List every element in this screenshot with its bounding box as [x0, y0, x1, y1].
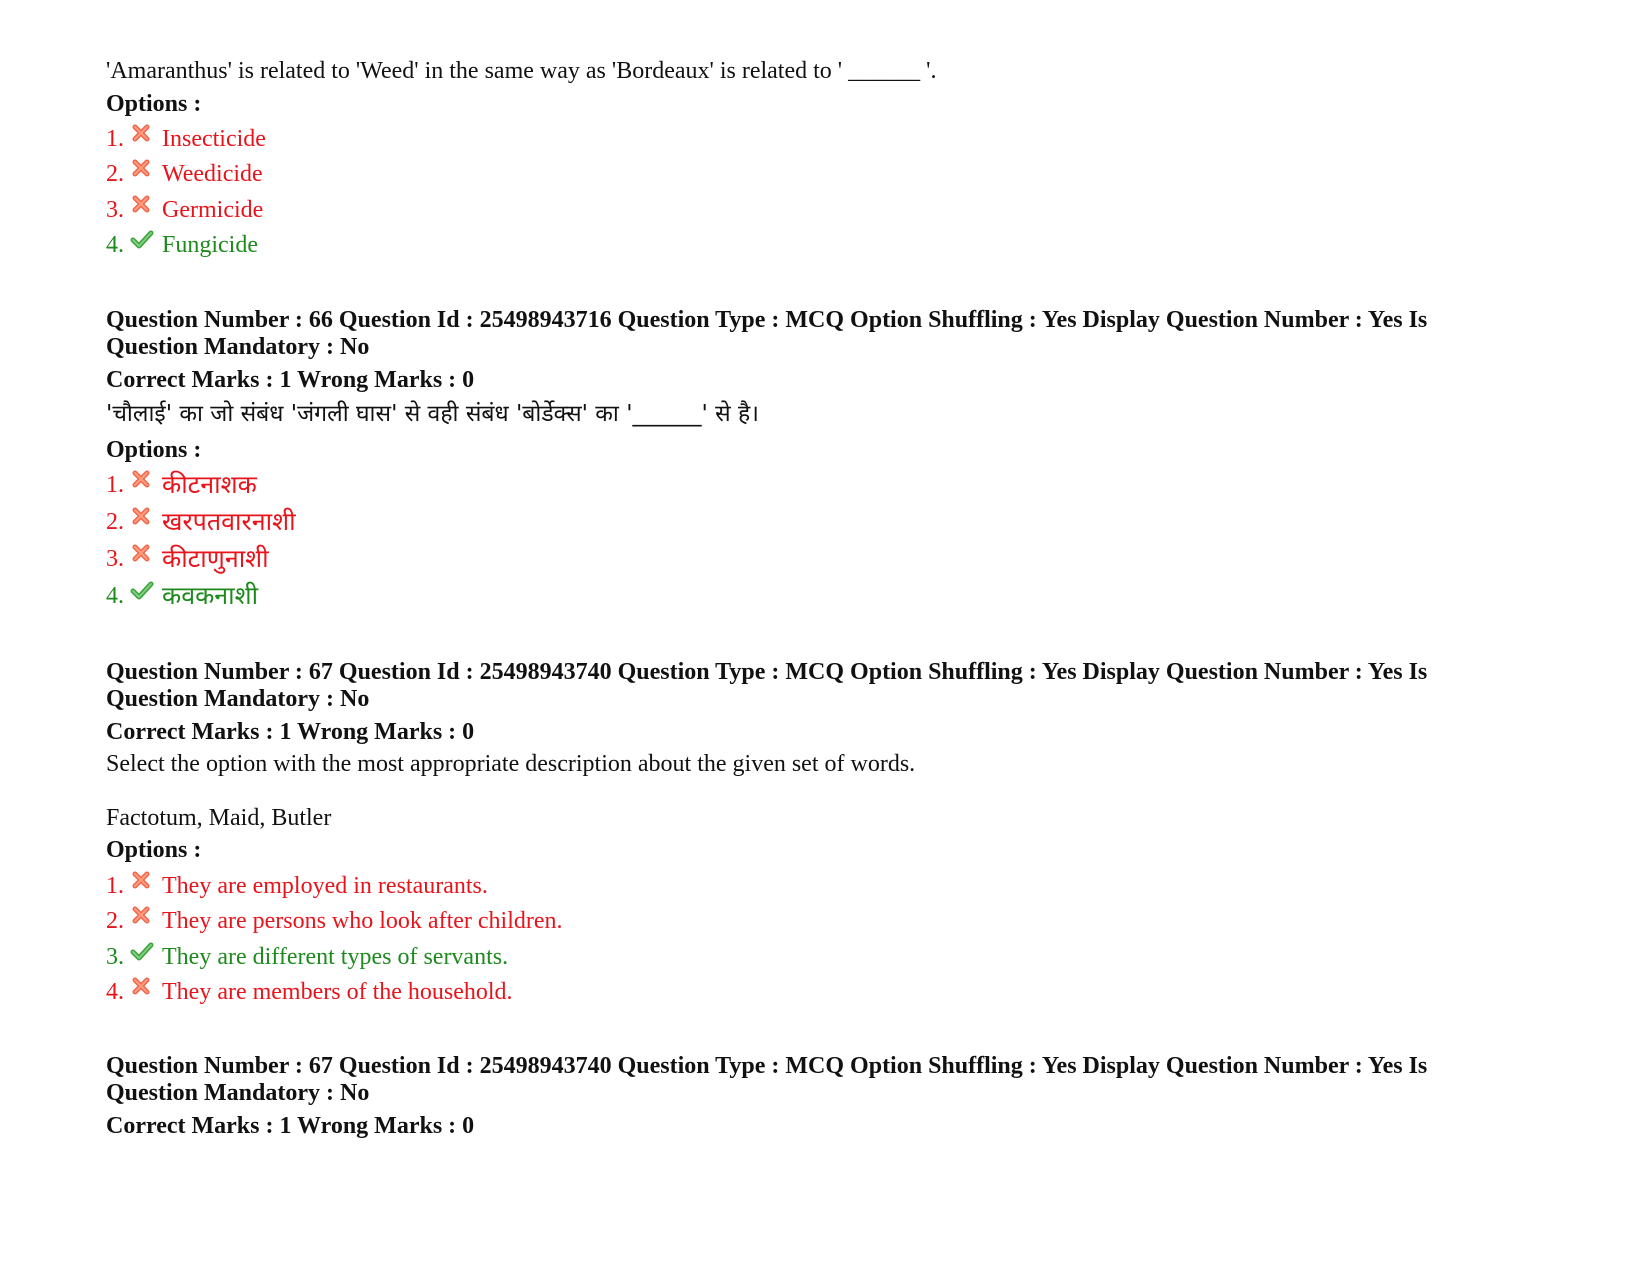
option-65-4 [106, 231, 258, 259]
question-67-marks: Correct Marks : 1 Wrong Marks : 0 [106, 719, 475, 745]
option-number: 1. [106, 472, 124, 498]
check-icon [130, 579, 152, 601]
option-text: Fungicide [162, 232, 258, 258]
option-text: कीटनाशक [162, 470, 257, 499]
option-text: Weedicide [162, 161, 263, 187]
question-67-text: Select the option with the most appropriate description about the given set of words. [106, 751, 916, 777]
question-67b-marks: Correct Marks : 1 Wrong Marks : 0 [106, 1113, 475, 1139]
option-number: 3. [106, 546, 124, 572]
option-text: They are different types of servants. [162, 944, 509, 970]
cross-icon [130, 904, 152, 926]
cross-icon [130, 542, 152, 564]
question-66-marks: Correct Marks : 1 Wrong Marks : 0 [106, 367, 475, 393]
cross-icon [130, 193, 152, 215]
option-67-1 [106, 872, 488, 900]
option-number: 2. [106, 161, 124, 187]
check-icon [130, 228, 152, 250]
option-67-2 [106, 907, 563, 935]
option-number: 3. [106, 944, 124, 970]
options-label: Options : [106, 91, 202, 117]
option-text: कीटाणुनाशी [162, 544, 269, 573]
cross-icon [130, 505, 152, 527]
question-67b-header-line2: Question Mandatory : No [106, 1080, 370, 1106]
option-66-1 [106, 471, 257, 499]
option-number: 4. [106, 583, 124, 609]
option-text: Insecticide [162, 126, 266, 152]
check-icon [130, 940, 152, 962]
options-label: Options : [106, 837, 202, 863]
option-67-4 [106, 978, 513, 1006]
cross-icon [130, 468, 152, 490]
option-text: Germicide [162, 197, 264, 223]
question-65-text: 'Amaranthus' is related to 'Weed' in the same way as 'Bordeaux' is related to ' ______ '. [106, 58, 937, 84]
option-number: 4. [106, 979, 124, 1005]
option-65-3 [106, 196, 263, 224]
option-65-1 [106, 125, 266, 153]
option-text: कवकनाशी [162, 581, 259, 610]
option-number: 4. [106, 232, 124, 258]
question-67-header-line1: Question Number : 67 Question Id : 25498943740 Question Type : MCQ Option Shuffling : Yes Display Question Number : Yes Is [106, 659, 1428, 685]
option-number: 3. [106, 197, 124, 223]
option-text: They are employed in restaurants. [162, 873, 488, 899]
option-number: 2. [106, 908, 124, 934]
option-text: They are members of the household. [162, 979, 513, 1005]
option-66-2 [106, 508, 296, 536]
option-66-3 [106, 545, 269, 573]
option-text: They are persons who look after children. [162, 908, 563, 934]
option-text: खरपतवारनाशी [162, 507, 296, 536]
question-67b-header-line1: Question Number : 67 Question Id : 25498943740 Question Type : MCQ Option Shuffling : Yes Display Question Number : Yes Is [106, 1053, 1428, 1079]
question-66-text: 'चौलाई' का जो संबंध 'जंगली घास' से वही संबंध 'बोर्डेक्स' का '______' से है। [106, 401, 759, 427]
option-67-3 [106, 943, 508, 971]
cross-icon [130, 157, 152, 179]
option-number: 1. [106, 873, 124, 899]
options-label: Options : [106, 437, 202, 463]
question-66-header-line1: Question Number : 66 Question Id : 25498943716 Question Type : MCQ Option Shuffling : Yes Display Question Number : Yes Is [106, 307, 1428, 333]
cross-icon [130, 122, 152, 144]
option-65-2 [106, 160, 263, 188]
option-number: 1. [106, 126, 124, 152]
cross-icon [130, 869, 152, 891]
option-number: 2. [106, 509, 124, 535]
question-67-header-line2: Question Mandatory : No [106, 686, 370, 712]
option-66-4 [106, 582, 258, 610]
question-66-header-line2: Question Mandatory : No [106, 334, 370, 360]
question-67-words: Factotum, Maid, Butler [106, 805, 332, 831]
cross-icon [130, 975, 152, 997]
